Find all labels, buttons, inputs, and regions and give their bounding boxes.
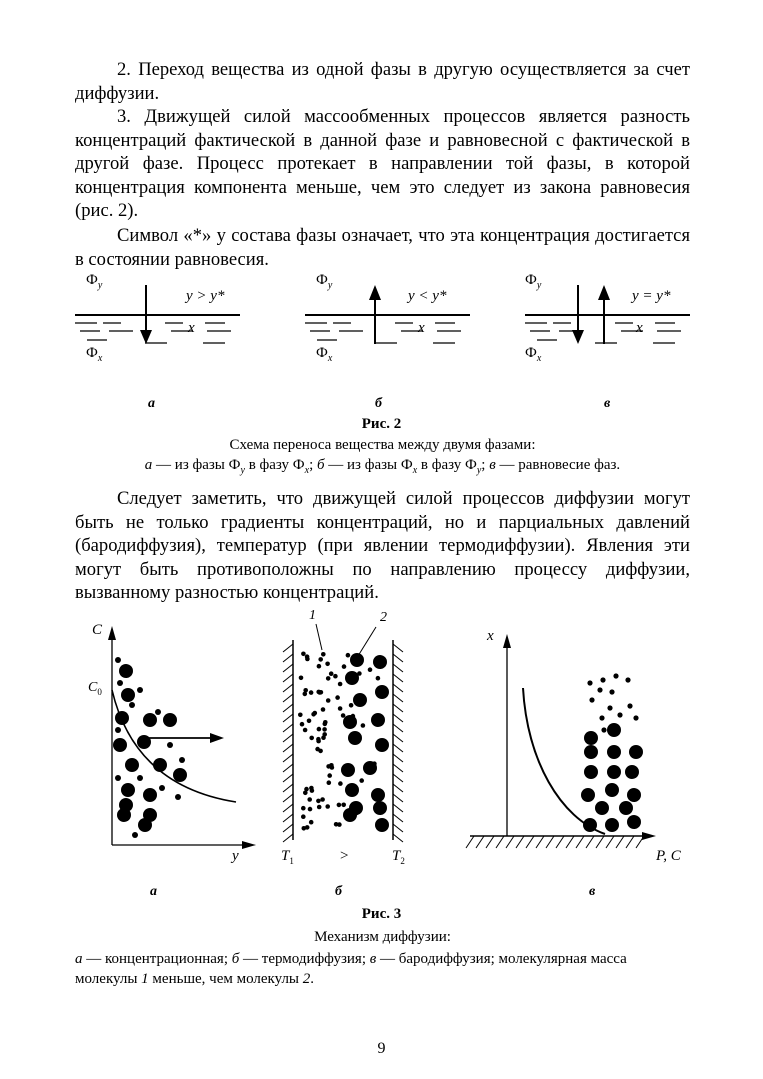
molecule-2 bbox=[595, 801, 609, 815]
paragraph-3: 3. Движущей силой массообменных процессов является разность концентраций фактической в данной фазе и равновесной с фактической в другой фазе. Процесс протекает в направлении той фазы, в которой концентрация компонента меньше, чем это следует из закона равновесия (рис. 2). bbox=[75, 106, 690, 222]
molecule-1 bbox=[309, 786, 314, 791]
molecule-2 bbox=[345, 783, 359, 797]
molecule-1 bbox=[357, 671, 362, 676]
arrow-head-up bbox=[369, 285, 381, 300]
molecule-1 bbox=[308, 807, 313, 812]
molecule-2 bbox=[341, 763, 355, 777]
wall-hatch bbox=[283, 704, 293, 712]
ground-hatch bbox=[576, 836, 584, 848]
ground-hatch bbox=[506, 836, 514, 848]
wall-hatch bbox=[393, 664, 403, 672]
pressure-curve bbox=[523, 688, 605, 834]
fig3a-axis-c: C bbox=[92, 622, 103, 638]
molecule-1 bbox=[321, 707, 326, 712]
phi-x-label: Ф bbox=[316, 345, 328, 361]
molecule-1 bbox=[307, 797, 312, 802]
molecule-1 bbox=[341, 803, 346, 808]
condition-v: y = y* bbox=[632, 288, 671, 304]
molecule-1 bbox=[311, 712, 316, 717]
phi-y-label: Ф bbox=[525, 272, 537, 288]
molecule-small bbox=[115, 657, 121, 663]
molecule-1 bbox=[601, 727, 606, 732]
molecule-1 bbox=[317, 805, 322, 810]
wall-hatch bbox=[393, 674, 403, 682]
molecule-1 bbox=[338, 781, 343, 786]
label1-leader bbox=[316, 624, 322, 650]
fig3b-gt: > bbox=[340, 848, 349, 864]
wall-hatch bbox=[393, 764, 403, 772]
molecule-1 bbox=[335, 695, 340, 700]
fig3a-axis-y: y bbox=[232, 848, 239, 864]
molecule-1 bbox=[338, 706, 343, 711]
molecule-1 bbox=[354, 811, 359, 816]
x-label: x bbox=[188, 320, 195, 336]
molecule-1 bbox=[316, 799, 321, 804]
phi-y-label: Ф bbox=[316, 272, 328, 288]
molecule-1 bbox=[303, 791, 308, 796]
page-number: 9 bbox=[377, 1040, 386, 1057]
ground-hatch bbox=[546, 836, 554, 848]
molecule-small bbox=[179, 757, 185, 763]
molecule-1 bbox=[361, 723, 366, 728]
ground-hatch bbox=[536, 836, 544, 848]
ground-hatch bbox=[466, 836, 474, 848]
molecule bbox=[121, 783, 135, 797]
molecule-2 bbox=[373, 655, 387, 669]
molecule-1 bbox=[326, 698, 331, 703]
molecule bbox=[115, 711, 129, 725]
molecule-small bbox=[137, 687, 143, 693]
wall-hatch bbox=[283, 694, 293, 702]
molecule-1 bbox=[351, 714, 356, 719]
ground-hatch bbox=[486, 836, 494, 848]
molecule-1 bbox=[327, 780, 332, 785]
molecule-1 bbox=[322, 727, 327, 732]
wall-hatch bbox=[283, 774, 293, 782]
wall-hatch bbox=[283, 754, 293, 762]
molecule-2 bbox=[375, 818, 389, 832]
wall-hatch bbox=[393, 774, 403, 782]
molecule-2 bbox=[607, 745, 621, 759]
molecule-2 bbox=[343, 808, 357, 822]
phi-x-label: Ф bbox=[525, 345, 537, 361]
molecule-1 bbox=[322, 732, 327, 737]
fig3b-t1: $T_1$ bbox=[281, 848, 294, 866]
fig3-caption-line2: а — концентрационная; б — термодиффузия; в — бародиффузия; молекулярная масса молекулы 1 меньше, чем молекулы 2. bbox=[75, 951, 627, 987]
molecule-2 bbox=[348, 731, 362, 745]
wall-hatch bbox=[283, 784, 293, 792]
molecule bbox=[137, 735, 151, 749]
wall-hatch bbox=[283, 724, 293, 732]
molecule-1 bbox=[303, 688, 308, 693]
molecule-1 bbox=[321, 652, 326, 657]
molecule-1 bbox=[298, 713, 303, 718]
molecule bbox=[143, 713, 157, 727]
molecule-2 bbox=[583, 818, 597, 832]
axis-pc-arrow bbox=[642, 832, 656, 840]
ground-hatch bbox=[556, 836, 564, 848]
ground-hatch bbox=[626, 836, 634, 848]
molecule bbox=[125, 758, 139, 772]
ground-hatch bbox=[586, 836, 594, 848]
molecule-1 bbox=[300, 722, 305, 727]
molecule-1 bbox=[341, 713, 346, 718]
molecule-2 bbox=[350, 653, 364, 667]
molecule bbox=[153, 758, 167, 772]
molecule-2 bbox=[625, 765, 639, 779]
molecule bbox=[173, 768, 187, 782]
molecule-small bbox=[115, 727, 121, 733]
molecule-1 bbox=[302, 826, 307, 831]
molecule-1 bbox=[301, 814, 306, 819]
ground-hatch bbox=[526, 836, 534, 848]
molecule-1 bbox=[613, 673, 618, 678]
wall-hatch bbox=[393, 644, 403, 652]
molecule-2 bbox=[373, 801, 387, 815]
molecule-1 bbox=[607, 705, 612, 710]
molecule-small bbox=[159, 785, 165, 791]
wall-hatch bbox=[393, 684, 403, 692]
molecule-2 bbox=[584, 765, 598, 779]
wall-hatch bbox=[393, 824, 403, 832]
fig3b-t2: $T_2$ bbox=[392, 848, 405, 866]
fig3a-c0: $C_0$ bbox=[88, 680, 102, 697]
molecule-1 bbox=[326, 676, 331, 681]
wall-hatch bbox=[283, 804, 293, 812]
fig3v-axis-pc: P, C bbox=[656, 848, 681, 864]
fig3b-label-1: 1 bbox=[309, 608, 316, 623]
fig3b-label-2: 2 bbox=[380, 610, 387, 625]
molecule-2 bbox=[375, 685, 389, 699]
molecule bbox=[117, 808, 131, 822]
molecule-1 bbox=[376, 676, 381, 681]
wall-hatch bbox=[393, 804, 403, 812]
wall-hatch bbox=[393, 724, 403, 732]
molecule-1 bbox=[587, 680, 592, 685]
molecule bbox=[119, 664, 133, 678]
wall-hatch bbox=[393, 654, 403, 662]
ground-hatch bbox=[616, 836, 624, 848]
condition-b: y < y* bbox=[408, 288, 447, 304]
molecule-1 bbox=[599, 715, 604, 720]
wall-hatch bbox=[283, 794, 293, 802]
ground-hatch bbox=[476, 836, 484, 848]
molecule-2 bbox=[607, 765, 621, 779]
wall-hatch bbox=[283, 814, 293, 822]
wall-hatch bbox=[283, 834, 293, 842]
wall-hatch bbox=[393, 694, 403, 702]
paragraph-2: 2. Переход вещества из одной фазы в другую осуществляется за счет диффузии. bbox=[75, 59, 690, 104]
molecule bbox=[138, 818, 152, 832]
ground-hatch bbox=[516, 836, 524, 848]
molecule-1 bbox=[320, 797, 325, 802]
molecule-1 bbox=[317, 727, 322, 732]
wall-hatch bbox=[283, 664, 293, 672]
phi-y-label: Ф bbox=[86, 272, 98, 288]
molecule-1 bbox=[323, 720, 328, 725]
molecule bbox=[163, 713, 177, 727]
molecule-1 bbox=[609, 689, 614, 694]
molecule-1 bbox=[349, 703, 354, 708]
wall-hatch bbox=[283, 764, 293, 772]
wall-hatch bbox=[283, 734, 293, 742]
molecule-1 bbox=[305, 654, 310, 659]
fig3v-axis-x: x bbox=[487, 628, 494, 644]
axis-c-arrow bbox=[108, 626, 116, 640]
fig3-label-b: б bbox=[335, 884, 342, 899]
molecule-1 bbox=[597, 687, 602, 692]
molecule-1 bbox=[299, 676, 304, 681]
molecule-1 bbox=[316, 737, 321, 742]
molecule-1 bbox=[318, 690, 323, 695]
molecule-1 bbox=[325, 804, 330, 809]
molecule-1 bbox=[625, 677, 630, 682]
ground-hatch bbox=[636, 836, 644, 848]
molecule-2 bbox=[353, 693, 367, 707]
wall-hatch bbox=[283, 654, 293, 662]
molecule-1 bbox=[307, 719, 312, 724]
molecule-1 bbox=[600, 677, 605, 682]
paragraph-5: Следует заметить, что движущей силой процессов диффузии могут быть не только градиенты концентраций, но и парциальных давлений (бародиффузия), температур (при явлении термодиффузии). Явления эти могут быть противоположны по направлению процессу диффузии, вызванному разностью концентраций. bbox=[75, 488, 690, 604]
diffusion-arrow-head bbox=[210, 733, 224, 743]
molecule-1 bbox=[301, 806, 306, 811]
condition-a: y > y* bbox=[186, 288, 225, 304]
paragraph-4: Символ «*» у состава фазы означает, что эта концентрация достигается в состоянии равновесия. bbox=[75, 225, 690, 270]
molecule-small bbox=[175, 794, 181, 800]
molecule-1 bbox=[589, 697, 594, 702]
molecule-2 bbox=[619, 801, 633, 815]
molecule-1 bbox=[327, 773, 332, 778]
fig2-label-a: а bbox=[148, 396, 155, 411]
axis-y-arrow bbox=[242, 841, 256, 849]
wall-hatch bbox=[393, 834, 403, 842]
molecule-1 bbox=[337, 803, 342, 808]
molecule-1 bbox=[342, 664, 347, 669]
molecule-1 bbox=[309, 736, 314, 741]
wall-hatch bbox=[283, 744, 293, 752]
molecule bbox=[121, 688, 135, 702]
x-label: x bbox=[418, 320, 425, 336]
molecule-1 bbox=[318, 657, 323, 662]
molecule-1 bbox=[338, 682, 343, 687]
molecule-1 bbox=[309, 820, 314, 825]
arrow-head-up bbox=[598, 285, 610, 300]
molecule-2 bbox=[584, 745, 598, 759]
molecule-1 bbox=[301, 652, 306, 657]
molecule-2 bbox=[629, 745, 643, 759]
molecule-1 bbox=[329, 671, 334, 676]
molecule-2 bbox=[605, 783, 619, 797]
molecule-2 bbox=[345, 671, 359, 685]
molecule-small bbox=[117, 680, 123, 686]
axis-x-arrow bbox=[503, 634, 511, 648]
molecule-1 bbox=[334, 822, 339, 827]
wall-hatch bbox=[393, 814, 403, 822]
ground-hatch bbox=[496, 836, 504, 848]
fig3-title: Рис. 3 bbox=[361, 906, 402, 922]
wall-hatch bbox=[283, 674, 293, 682]
ground-hatch bbox=[566, 836, 574, 848]
molecule-small bbox=[167, 742, 173, 748]
wall-hatch bbox=[283, 824, 293, 832]
ground-hatch bbox=[596, 836, 604, 848]
wall-hatch bbox=[393, 704, 403, 712]
wall-hatch bbox=[393, 794, 403, 802]
ground-hatch bbox=[606, 836, 614, 848]
arrow-head-down bbox=[572, 330, 584, 344]
molecule-1 bbox=[633, 715, 638, 720]
molecule-2 bbox=[375, 738, 389, 752]
wall-hatch bbox=[393, 784, 403, 792]
molecule bbox=[113, 738, 127, 752]
molecule-2 bbox=[584, 731, 598, 745]
wall-hatch bbox=[393, 734, 403, 742]
wall-hatch bbox=[283, 684, 293, 692]
wall-hatch bbox=[283, 714, 293, 722]
molecule-small bbox=[137, 775, 143, 781]
label2-leader bbox=[358, 627, 376, 656]
molecule-2 bbox=[605, 818, 619, 832]
fig2-label-b: б bbox=[375, 396, 382, 411]
molecule-2 bbox=[627, 815, 641, 829]
molecule-1 bbox=[317, 664, 322, 669]
molecule-1 bbox=[325, 662, 330, 667]
molecule-1 bbox=[315, 747, 320, 752]
molecule-2 bbox=[371, 713, 385, 727]
fig2-title: Рис. 2 bbox=[361, 416, 402, 432]
fig3-label-v: в bbox=[589, 884, 596, 899]
molecule bbox=[143, 788, 157, 802]
molecule-1 bbox=[359, 778, 364, 783]
wall-hatch bbox=[393, 744, 403, 752]
molecule-small bbox=[129, 702, 135, 708]
fig3-caption-line1: Механизм диффузии: bbox=[314, 929, 451, 945]
fig2-label-v: в bbox=[604, 396, 611, 411]
molecule-1 bbox=[617, 712, 622, 717]
fig2-caption-line1: Схема переноса вещества между двумя фазами: bbox=[229, 437, 536, 453]
fig3-label-a: а bbox=[150, 884, 157, 899]
molecule-2 bbox=[607, 723, 621, 737]
wall-hatch bbox=[283, 644, 293, 652]
molecule-2 bbox=[627, 788, 641, 802]
molecule-1 bbox=[303, 728, 308, 733]
molecule-2 bbox=[581, 788, 595, 802]
wall-hatch bbox=[393, 754, 403, 762]
molecule-1 bbox=[309, 690, 314, 695]
fig2-caption-line2: а — из фазы $Ф_y$ в фазу $Ф_x$; б — из фазы $Ф_x$ в фазу $Ф_y$; в — равновесие фаз. bbox=[144, 457, 621, 476]
molecule-small bbox=[115, 775, 121, 781]
molecule-small bbox=[132, 832, 138, 838]
molecule-1 bbox=[372, 761, 377, 766]
molecule-1 bbox=[346, 653, 351, 658]
molecule-1 bbox=[627, 703, 632, 708]
phi-x-label: Ф bbox=[86, 345, 98, 361]
molecule-2 bbox=[371, 788, 385, 802]
arrow-head-down bbox=[140, 330, 152, 344]
molecule-1 bbox=[333, 674, 338, 679]
wall-hatch bbox=[393, 714, 403, 722]
molecule-1 bbox=[329, 763, 334, 768]
molecule-small bbox=[155, 709, 161, 715]
molecule-1 bbox=[368, 667, 373, 672]
x-label: x bbox=[636, 320, 643, 336]
